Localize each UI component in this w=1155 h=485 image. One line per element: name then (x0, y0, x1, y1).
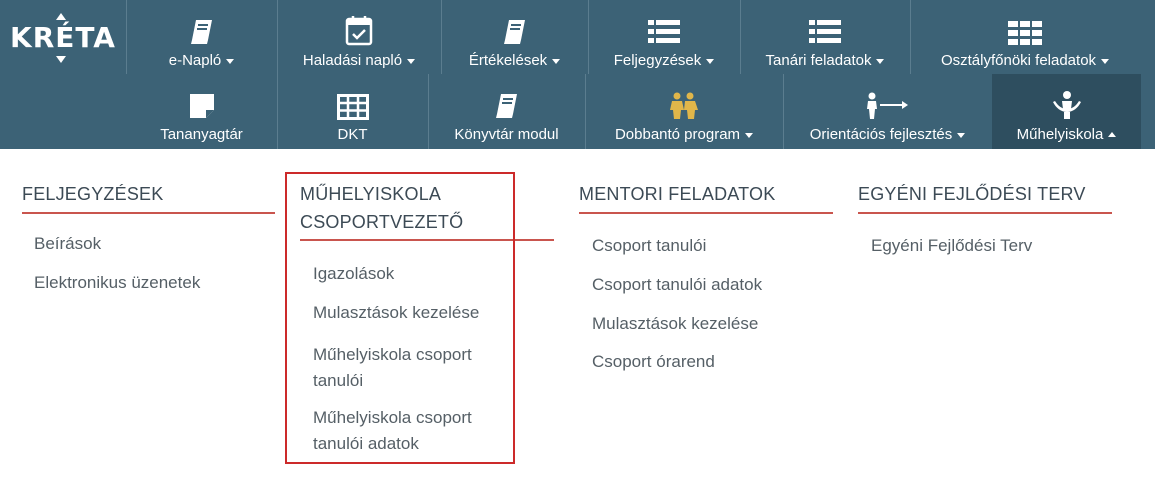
link-csoport-tanuloi[interactable]: Csoport tanulói (592, 236, 707, 255)
link-csoport-orarend[interactable]: Csoport órarend (592, 352, 715, 371)
hand-person-icon (1051, 86, 1083, 120)
caret-down-icon (1101, 59, 1109, 64)
link-csoport-tanuloi-adatok[interactable]: Csoport tanulói adatok (592, 275, 763, 294)
logo-bottom-mark (56, 56, 66, 63)
nav-konyvtar-modul[interactable] (428, 74, 585, 149)
caret-down-icon (876, 59, 884, 64)
grid-icon (1008, 12, 1042, 46)
caret-down-icon (957, 133, 965, 138)
link-line: Műhelyiskola csoport (313, 408, 472, 427)
menu-column-mentori-feladatok (579, 180, 833, 371)
caret-down-icon (552, 59, 560, 64)
top-navbar (0, 0, 1155, 149)
link-beirasok[interactable]: Beírások (34, 234, 102, 253)
highlight-frame (285, 172, 515, 464)
nav-muhelyiskola[interactable] (992, 74, 1141, 149)
nav-label: Dobbantó program (614, 126, 741, 143)
people-icon (668, 86, 700, 120)
nav-haladasi-naplo[interactable] (277, 0, 441, 74)
nav-tananyagtar[interactable] (126, 74, 277, 149)
menu-column-feljegyzesek (22, 180, 275, 292)
caret-down-icon (745, 133, 753, 138)
logo-text: KRÉTA (10, 20, 116, 54)
nav-feljegyzesek[interactable] (588, 0, 740, 74)
column-title: MENTORI FELADATOK (579, 184, 776, 204)
kreta-logo[interactable] (0, 0, 126, 74)
column-divider (22, 212, 275, 214)
column-title: EGYÉNI FEJLŐDÉSI TERV (858, 184, 1086, 204)
nav-label: Tanári feladatok (765, 52, 872, 69)
book-icon (502, 12, 528, 46)
list-icon (648, 12, 680, 46)
nav-label: Tananyagtár (160, 126, 243, 143)
column-divider (579, 212, 833, 214)
link-igazolasok[interactable]: Igazolások (313, 264, 395, 283)
nav-label: Műhelyiskola (1016, 126, 1104, 143)
link-line: tanulói adatok (313, 434, 419, 453)
nav-e-naplo[interactable] (126, 0, 277, 74)
link-elektronikus-uzenetek[interactable]: Elektronikus üzenetek (34, 273, 201, 292)
nav-label: Orientációs fejlesztés (809, 126, 953, 143)
link-egyeni-fejlodesi-terv[interactable]: Egyéni Fejlődési Terv (871, 236, 1033, 255)
nav-label: DKT (337, 126, 368, 143)
nav-osztalyfonoki-feladatok[interactable] (910, 0, 1140, 74)
logo-top-mark (56, 13, 66, 20)
nav-dkt[interactable] (277, 74, 428, 149)
nav-tanari-feladatok[interactable] (740, 0, 910, 74)
nav-label: Osztályfőnöki feladatok (940, 52, 1097, 69)
nav-ertekelesek[interactable] (441, 0, 588, 74)
column-title-line1: MŰHELYISKOLA (300, 184, 442, 204)
caret-down-icon (407, 59, 415, 64)
column-divider (858, 212, 1112, 214)
person-arrow-icon (866, 86, 910, 120)
link-mulasztasok-kezelese[interactable]: Mulasztások kezelése (592, 314, 759, 333)
column-title: FELJEGYZÉSEK (22, 184, 164, 204)
list-icon (809, 12, 841, 46)
book-icon (494, 86, 520, 120)
nav-label: e-Napló (168, 52, 222, 69)
book-icon (189, 12, 215, 46)
column-title-line2: CSOPORTVEZETŐ (300, 212, 464, 232)
link-mulasztasok-kezelese[interactable]: Mulasztások kezelése (313, 303, 480, 322)
nav-label: Feljegyzések (613, 52, 702, 69)
caret-down-icon (226, 59, 234, 64)
caret-up-icon (1108, 132, 1116, 137)
nav-label: Értékelések (468, 52, 548, 69)
table-icon (337, 86, 369, 120)
nav-label: Haladási napló (302, 52, 403, 69)
nav-label: Könyvtár modul (454, 126, 559, 143)
menu-column-egyeni-fejlodesi-terv (858, 180, 1112, 255)
caret-down-icon (706, 59, 714, 64)
nav-dobbanto-program[interactable] (585, 74, 783, 149)
link-line: Műhelyiskola csoport (313, 345, 472, 364)
note-icon (188, 86, 216, 120)
calendar-check-icon (344, 12, 374, 46)
nav-orientacios-fejlesztes[interactable] (783, 74, 992, 149)
link-line: tanulói (313, 371, 364, 390)
